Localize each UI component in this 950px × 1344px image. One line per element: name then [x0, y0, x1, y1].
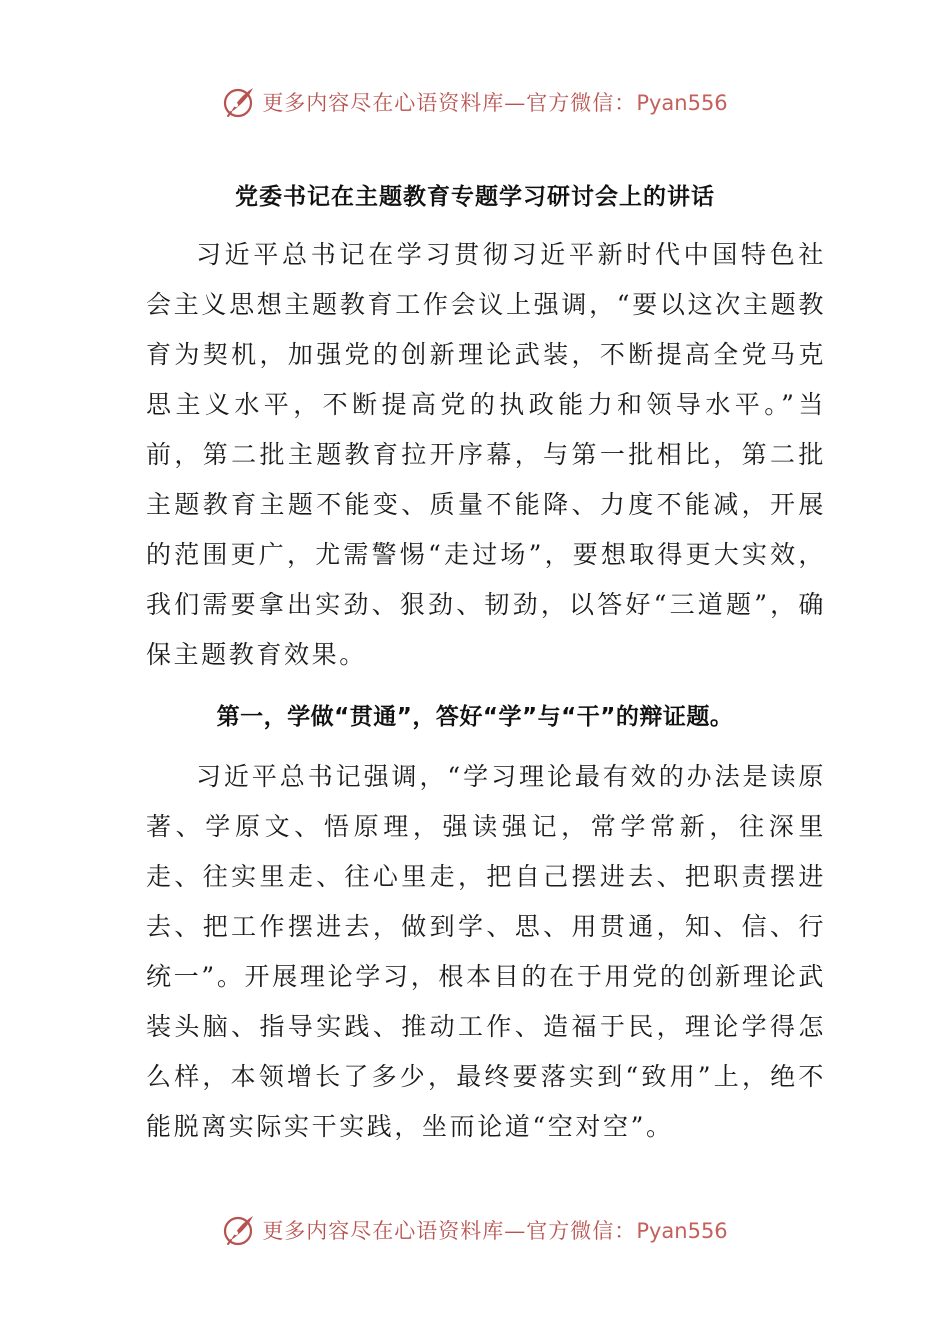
footer-banner-label: 更多内容尽在心语资料库—官方微信： [262, 1219, 637, 1243]
quill-pen-logo-icon [222, 1213, 256, 1247]
section-heading: 第一，学做“贯通”，答好“学”与“干”的辩证题。 [216, 704, 734, 730]
intro-paragraph: 习近平总书记在学习贯彻习近平新时代中国特色社会主义思想主题教育工作会议上强调，“要以这次主题教育为契机，加强党的创新理论武装，不断提高全党马克思主义水平，不断提高党的执政能力和领导水平。”当前，第二批主题教育拉开序幕，与第一批相比，第二批主题教育主题不能变、质量不能降、力度不能减，开展的范围更广，尤需警惕“走过场”，要想取得更大实效，我们需要拿出实劲、狠劲、韧劲，以答好“三道题”，确保主题教育效果。 [146, 240, 826, 669]
document-title: 党委书记在主题教育专题学习研讨会上的讲话 [235, 184, 715, 210]
quill-pen-logo-icon [222, 85, 256, 119]
footer-banner-handle: Pyan556 [636, 1219, 728, 1243]
footer-banner-text [262, 1215, 727, 1245]
header-banner [0, 82, 950, 122]
section-paragraph: 习近平总书记强调，“学习理论最有效的办法是读原著、学原文、悟原理，强读强记，常学常新，往深里走、往实里走、往心里走，把自己摆进去、把职责摆进去、把工作摆进去，做到学、思、用贯通，知、信、行统一”。开展理论学习，根本目的在于用党的创新理论武装头脑、指导实践、推动工作、造福于民，理论学得怎么样，本领增长了多少，最终要落实到“致用”上，绝不能脱离实际实干实践，坐而论道“空对空”。 [146, 762, 826, 1141]
header-banner-label: 更多内容尽在心语资料库—官方微信： [262, 91, 637, 115]
header-banner-text [262, 87, 727, 117]
footer-banner [0, 1210, 950, 1250]
header-banner-handle: Pyan556 [636, 91, 728, 115]
